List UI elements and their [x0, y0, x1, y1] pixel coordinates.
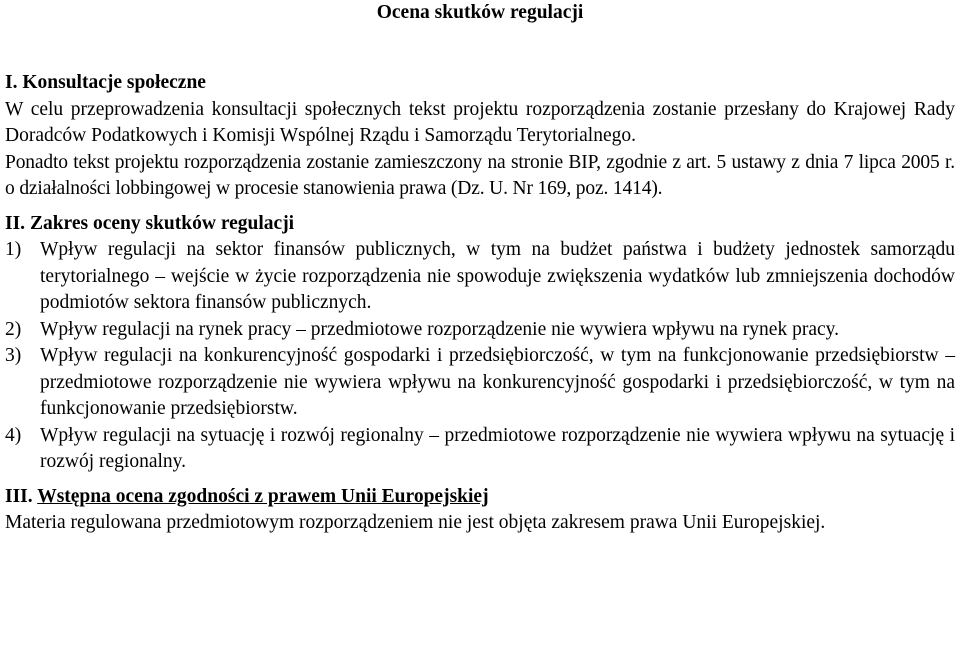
section-3-number: III. [5, 485, 33, 507]
list-item-number: 3) [5, 345, 22, 366]
section-1-heading: I. Konsultacje społeczne [5, 72, 206, 93]
list-item-text: Wpływ regulacji na sektor finansów publicznych, w tym na budżet państwa i budżety jednostek samorządu terytorialnego – wejście w życie rozporządzenia nie spowoduje zwiększenia wydatków lub zmniejszenia dochodów podmiotów sektora finansów publicznych. [40, 239, 955, 313]
section-1-paragraph-2: Ponadto tekst projektu rozporządzenia zostanie zamieszczony na stronie BIP, zgodnie z art. 5 ustawy z dnia 7 lipca 2005 r. o działalności lobbingowej w procesie stanowienia prawa (Dz. U. Nr 169, poz. 1414). [5, 151, 955, 199]
list-item-number: 4) [5, 424, 22, 446]
list-item-text: Wpływ regulacji na rynek pracy – przedmiotowe rozporządzenie nie wywiera wpływu na rynek pracy. [40, 318, 839, 340]
list-item-number: 2) [5, 318, 22, 340]
section-eu-compliance [5, 484, 955, 537]
section-3-paragraph: Materia regulowana przedmiotowym rozporządzeniem nie jest objęta zakresem prawa Unii Europejskiej. [5, 512, 826, 533]
list-item [5, 237, 955, 317]
document-title: Ocena skutków regulacji [376, 2, 584, 23]
section-scope [5, 211, 955, 476]
list-item [5, 343, 955, 423]
list-item [5, 317, 955, 344]
section-2-heading [5, 211, 955, 238]
list-item-text: Wpływ regulacji na sytuację i rozwój regionalny – przedmiotowe rozporządzenie nie wywiera wpływu na sytuację i rozwój regionalny. [40, 424, 955, 472]
list-item [5, 423, 955, 476]
section-2-number: II. [5, 212, 26, 234]
impact-list [5, 237, 955, 476]
section-2-title: Zakres oceny skutków regulacji [29, 212, 295, 234]
section-3-title: Wstępna ocena zgodności z prawem Unii Europejskiej [37, 485, 489, 507]
list-item-number: 1) [5, 239, 22, 260]
list-item-text: Wpływ regulacji na konkurencyjność gospodarki i przedsiębiorczość, w tym na funkcjonowanie przedsiębiorstw – przedmiotowe rozporządzenie nie wywiera wpływu na konkurencyjność gospodarki i przedsiębiorczość, w tym na funkcjonowanie przedsiębiorstw. [40, 345, 955, 419]
section-consultations [5, 70, 955, 203]
document-page [5, 0, 955, 537]
section-3-heading [5, 484, 955, 511]
section-1-paragraph-1: W celu przeprowadzenia konsultacji społecznych tekst projektu rozporządzenia zostanie przesłany do Krajowej Rady Doradców Podatkowych i Komisji Wspólnej Rządu i Samorządu Terytorialnego. [5, 98, 955, 146]
